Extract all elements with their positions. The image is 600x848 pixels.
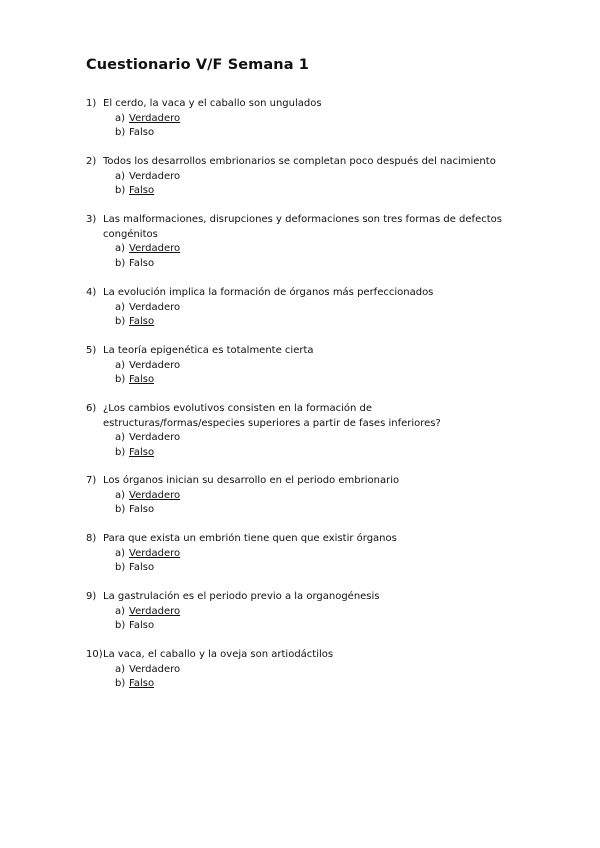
question-number: 1) (86, 98, 97, 109)
question-10 (86, 648, 516, 692)
option-b (115, 561, 516, 576)
option-letter: a) (115, 432, 126, 443)
option-text: Verdadero (129, 432, 181, 443)
option-letter: a) (115, 489, 126, 501)
option-a (115, 112, 516, 127)
option-letter: b) (115, 620, 126, 631)
option-text: Verdadero (129, 112, 181, 124)
option-letter: a) (115, 547, 126, 559)
option-text: Falso (129, 127, 155, 138)
option-letter: b) (115, 257, 126, 269)
option-letter: a) (115, 112, 126, 124)
option-a (115, 301, 516, 316)
option-text: Verdadero (129, 605, 181, 617)
question-number: 2) (86, 156, 97, 167)
question-text: Para que exista un embrión tiene quen que existir órganos (103, 533, 397, 544)
question-number: 6) (86, 403, 97, 414)
option-text: Falso (129, 620, 155, 631)
question-number: 3) (86, 214, 97, 225)
option-text: Falso (129, 446, 155, 458)
option-a (115, 489, 516, 504)
option-b (115, 315, 516, 330)
question-number: 9) (86, 591, 97, 602)
question-2 (86, 155, 516, 199)
option-a (115, 170, 516, 185)
question-text: El cerdo, la vaca y el caballo son ungulados (103, 98, 322, 109)
question-number: 7) (86, 475, 97, 486)
option-b (115, 677, 516, 692)
option-b (115, 257, 516, 272)
question-4 (86, 286, 516, 330)
question-8 (86, 532, 516, 576)
option-letter: b) (115, 446, 126, 458)
option-text: Verdadero (129, 170, 181, 182)
question-9 (86, 590, 516, 634)
option-text: Verdadero (129, 489, 181, 501)
question-number: 5) (86, 345, 97, 356)
option-text: Falso (129, 562, 155, 573)
question-5 (86, 344, 516, 388)
option-b (115, 503, 516, 518)
option-text: Verdadero (129, 359, 181, 371)
question-number: 8) (86, 533, 97, 544)
option-letter: a) (115, 663, 126, 675)
question-text: Todos los desarrollos embrionarios se completan poco después del nacimiento (103, 156, 496, 167)
option-letter: b) (115, 185, 126, 196)
question-text: Las malformaciones, disrupciones y deformaciones son tres formas de defectos congénitos (103, 214, 502, 240)
option-letter: b) (115, 562, 126, 573)
option-text: Falso (129, 185, 155, 196)
option-text: Falso (129, 374, 155, 385)
question-text: ¿Los cambios evolutivos consisten en la formación de estructuras/formas/especies superiores a partir de fases inferiores? (103, 403, 441, 429)
option-text: Verdadero (129, 547, 181, 559)
question-number: 10) (86, 649, 103, 660)
question-6 (86, 402, 516, 460)
question-3 (86, 213, 516, 271)
option-letter: b) (115, 127, 126, 138)
option-letter: b) (115, 504, 126, 515)
option-a (115, 605, 516, 620)
option-b (115, 446, 516, 461)
option-letter: b) (115, 374, 126, 385)
option-a (115, 359, 516, 374)
question-text: La vaca, el caballo y la oveja son artiodáctilos (103, 649, 334, 660)
option-letter: a) (115, 170, 126, 182)
option-text: Falso (129, 316, 155, 327)
option-letter: a) (115, 301, 126, 313)
question-1 (86, 97, 516, 141)
option-b (115, 184, 516, 199)
question-text: La evolución implica la formación de órganos más perfeccionados (103, 287, 434, 298)
option-letter: a) (115, 605, 126, 617)
option-b (115, 619, 516, 634)
page-title: Cuestionario V/F Semana 1 (86, 57, 309, 73)
option-b (115, 373, 516, 388)
option-text: Falso (129, 504, 155, 515)
option-letter: a) (115, 359, 126, 371)
question-7 (86, 474, 516, 518)
option-b (115, 126, 516, 141)
option-a (115, 242, 516, 257)
option-a (115, 547, 516, 562)
question-text: Los órganos inician su desarrollo en el periodo embrionario (103, 475, 400, 486)
option-a (115, 431, 516, 446)
option-text: Verdadero (129, 301, 181, 313)
question-number: 4) (86, 287, 97, 298)
option-letter: a) (115, 243, 126, 254)
question-text: La teoría epigenética es totalmente cierta (103, 345, 314, 356)
option-text: Verdadero (129, 663, 181, 675)
question-text: La gastrulación es el periodo previo a la organogénesis (103, 591, 380, 602)
option-text: Falso (129, 678, 155, 689)
option-text: Falso (129, 257, 155, 269)
option-letter: b) (115, 316, 126, 327)
option-letter: b) (115, 678, 126, 689)
option-a (115, 663, 516, 678)
option-text: Verdadero (129, 243, 181, 254)
